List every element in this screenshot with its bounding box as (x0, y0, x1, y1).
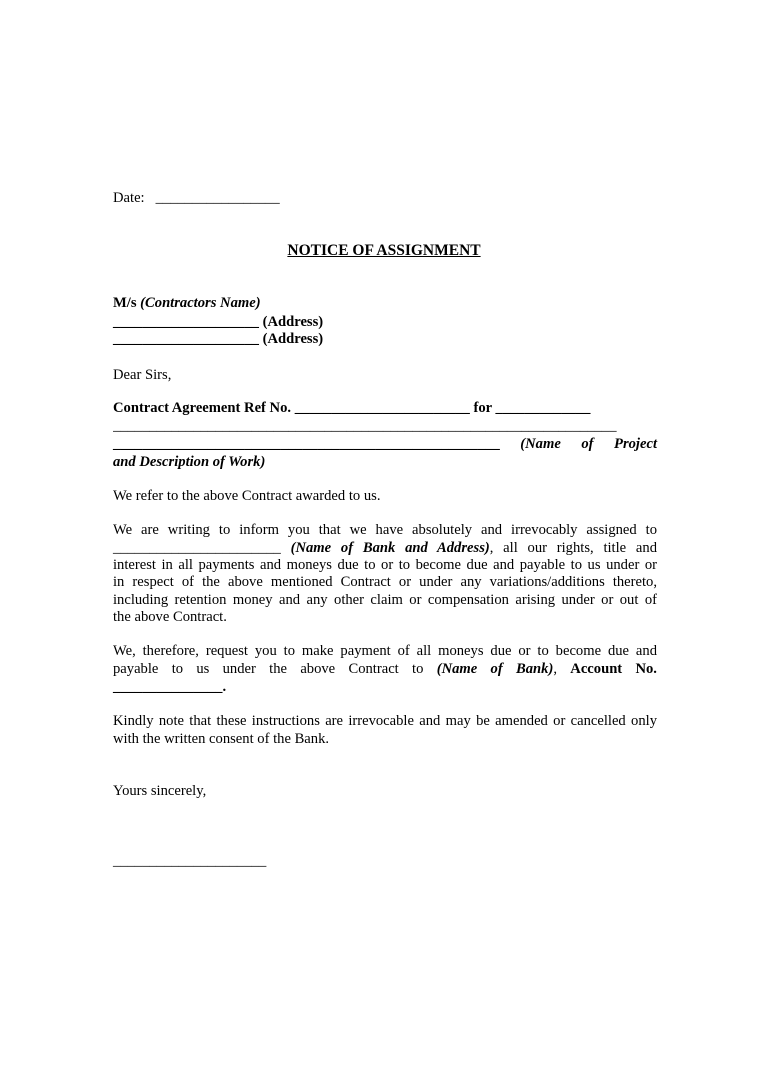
address-label-1: (Address) (262, 314, 324, 330)
date-line (113, 189, 280, 207)
for-blank: _____________ (495, 400, 591, 416)
ms-label: M/s (113, 295, 137, 311)
para2-line3: interest in all payments and moneys due to or to become due and payable to us under or (113, 557, 657, 573)
account-label: Account No. (570, 661, 657, 677)
account-blank: _______________. (113, 679, 227, 695)
project-blank: _____________________________________________________ (113, 436, 500, 452)
bank-name-label: (Name of Bank) (436, 661, 554, 677)
contract-ref-line (113, 399, 590, 417)
para3-line2 (113, 660, 657, 678)
address-line-1 (113, 313, 323, 331)
para3-line1: We, therefore, request you to make payment of all moneys due or to become due and (113, 643, 657, 659)
date-blank: _________________ (155, 190, 280, 206)
para2-line2 (113, 539, 657, 557)
for-label: for (473, 400, 492, 416)
project-desc-b: and Description of Work) (113, 454, 266, 470)
address-blank-1: ____________________ (113, 314, 259, 330)
address-label-2: (Address) (262, 331, 324, 347)
page-title: NOTICE OF ASSIGNMENT (287, 242, 481, 259)
address-line-2 (113, 330, 323, 348)
contract-blank-line: _____________________________________________________________________ (113, 418, 617, 434)
para2-line1: We are writing to inform you that we have absolutely and irrevocably assigned to (113, 522, 657, 538)
date-label: Date: (113, 190, 145, 206)
para2-line5: including retention money and any other claim or compensation arising under or out of (113, 592, 657, 608)
para1: We refer to the above Contract awarded to us. (113, 488, 381, 504)
project-line (113, 435, 657, 453)
para4-line2: with the written consent of the Bank. (113, 731, 330, 747)
contractor-name: (Contractors Name) (140, 295, 261, 311)
signature-line: _____________________ (113, 853, 267, 869)
bank-address-label: (Name of Bank and Address) (290, 540, 490, 556)
bank-address-blank: _______________________ (113, 540, 281, 556)
para3-comma: , (553, 661, 557, 677)
project-desc-a: (Name of Project (520, 436, 657, 452)
closing: Yours sincerely, (113, 783, 207, 799)
para2-line2-rest: , all our rights, title and (489, 540, 657, 556)
para4-line1: Kindly note that these instructions are irrevocable and may be amended or cancelled only (113, 713, 657, 729)
para3-line2-start: payable to us under the above Contract to (113, 661, 424, 677)
salutation: Dear Sirs, (113, 367, 172, 383)
para2-line6: the above Contract. (113, 609, 227, 625)
para2-line4: in respect of the above mentioned Contract or under any variations/additions thereto, (113, 574, 657, 590)
addressee-name-line (113, 294, 261, 312)
contract-ref-blank: ________________________ (294, 400, 470, 416)
address-blank-2: ____________________ (113, 331, 259, 347)
contract-ref-label: Contract Agreement Ref No. (113, 400, 292, 416)
